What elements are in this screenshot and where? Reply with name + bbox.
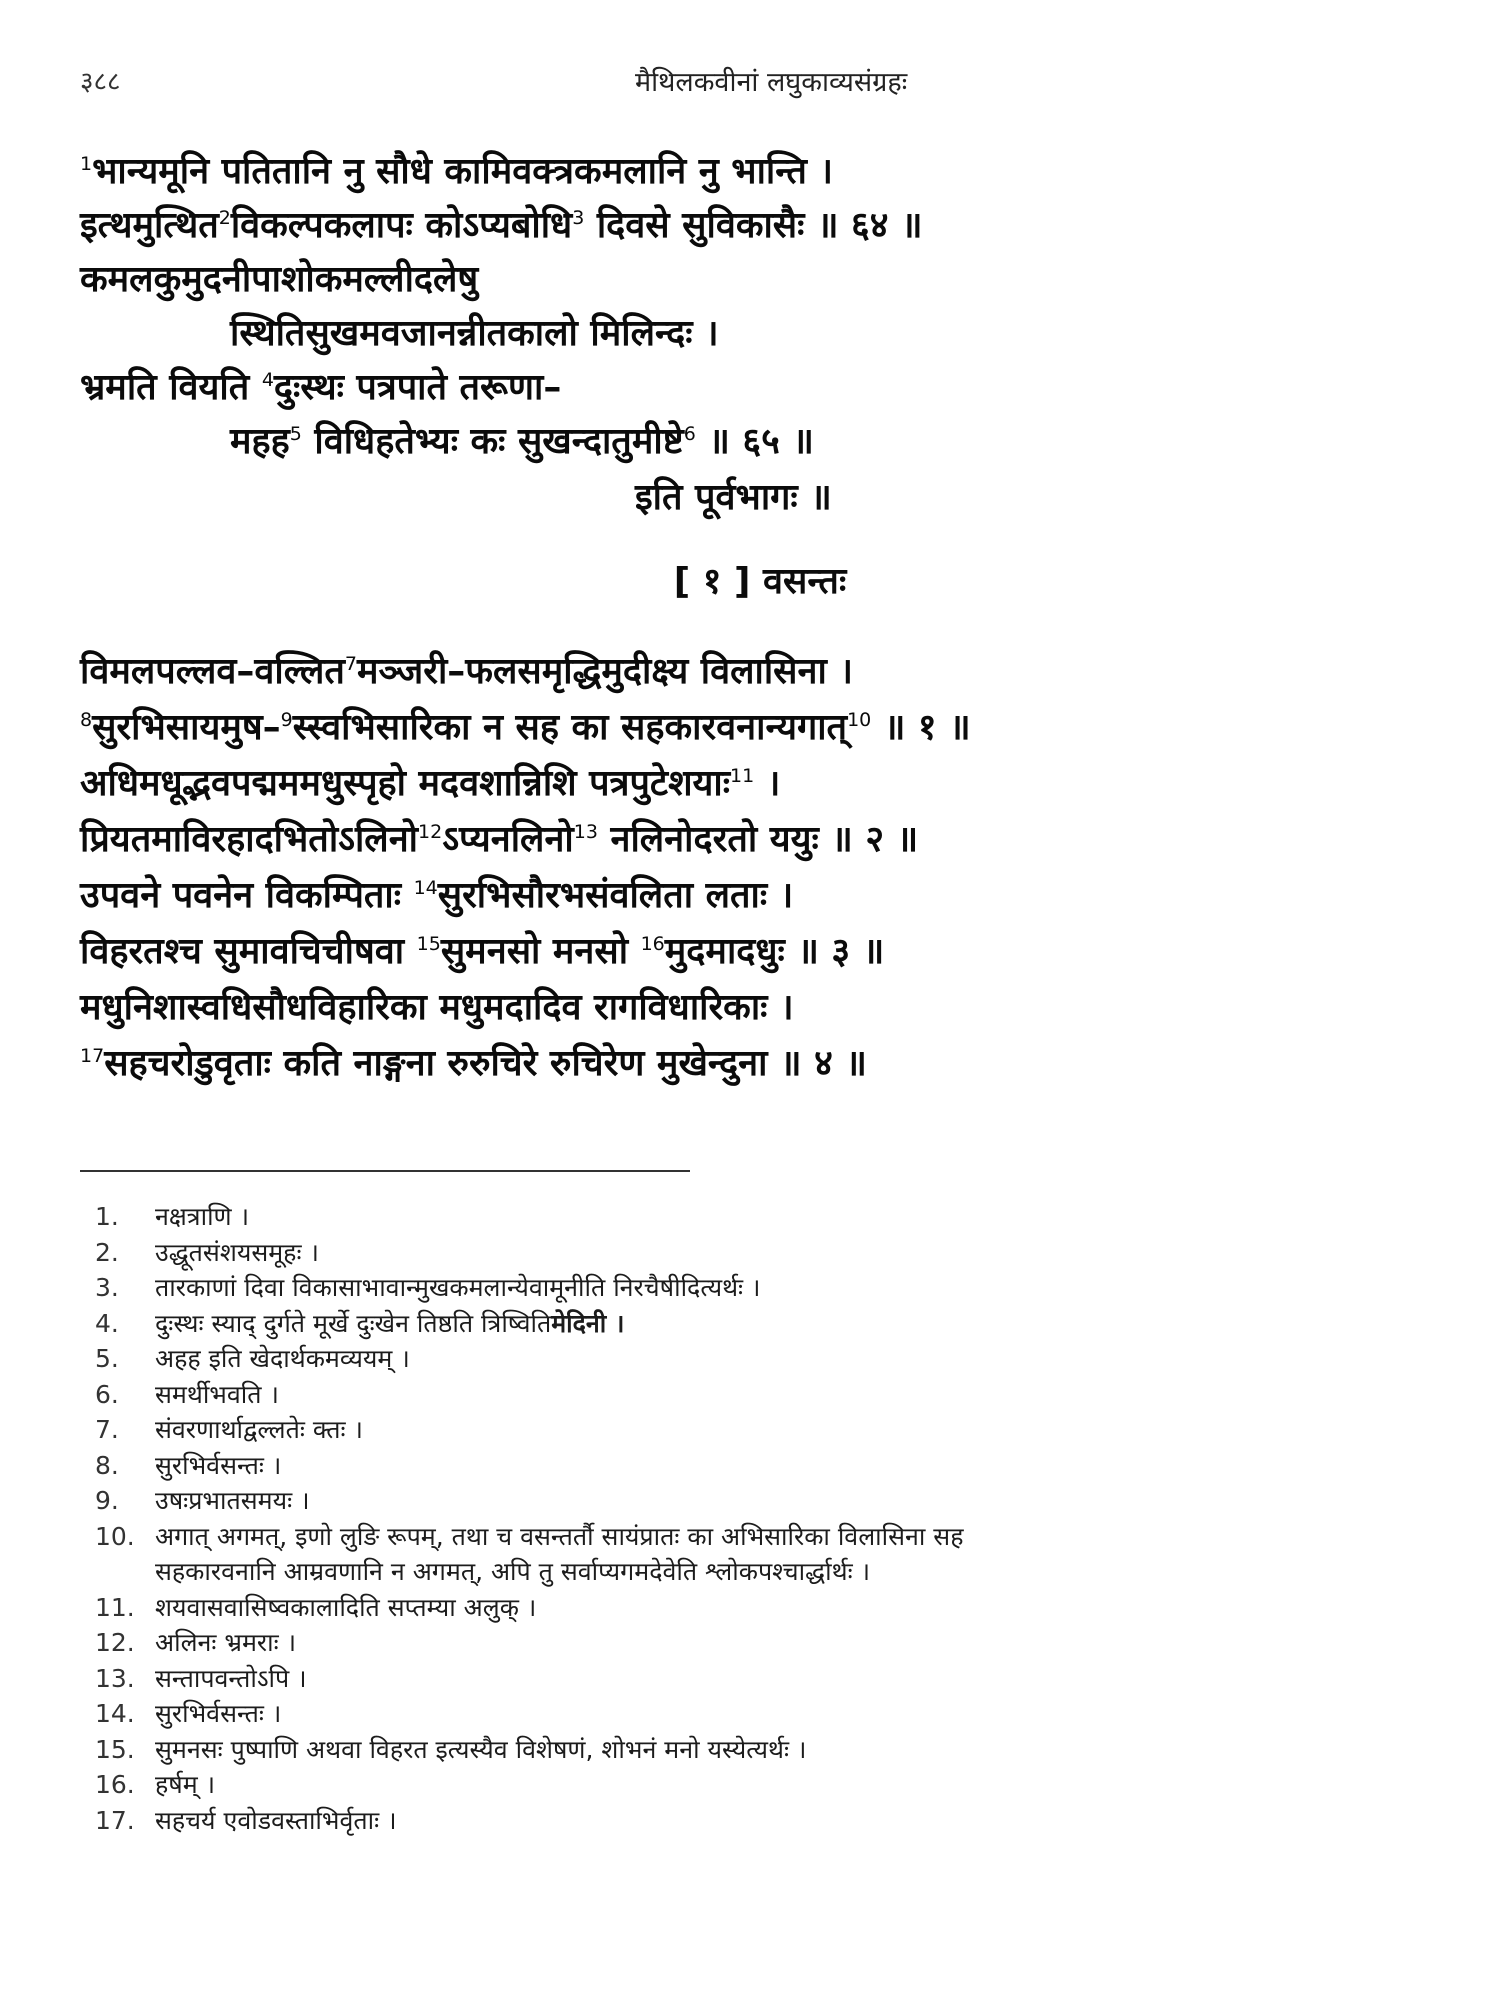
verse-line bbox=[80, 762, 780, 806]
verse-text: विमलपल्लव–वल्लित bbox=[80, 651, 345, 692]
footnote-text: अहह इति खेदार्थकमव्ययम् । bbox=[155, 1344, 410, 1373]
page-header bbox=[80, 62, 1420, 102]
verse-text: महह bbox=[230, 421, 290, 462]
verse-line bbox=[80, 366, 561, 410]
verse-line bbox=[80, 818, 918, 862]
verse-line bbox=[230, 312, 719, 356]
footnote-marker: 8 bbox=[80, 709, 93, 731]
footnote bbox=[95, 1413, 1455, 1447]
footnote-number: 16. bbox=[95, 1770, 135, 1799]
footnote bbox=[95, 1804, 1455, 1838]
verse-text: मञ्जरी–फलसमृद्धिमुदीक्ष्य विलासिना । bbox=[356, 651, 854, 692]
footnote-text: अलिनः भ्रमराः । bbox=[155, 1628, 297, 1657]
footnote-number: 8. bbox=[95, 1451, 119, 1480]
verse-text: इति पूर्वभागः ॥ bbox=[635, 477, 832, 518]
footnote-marker: 4 bbox=[261, 369, 274, 391]
verse-text: [ १ ] वसन्तः bbox=[673, 561, 847, 602]
verse-text: भान्यमूनि पतितानि नु सौधे कामिवक्त्रकमलानि नु भान्ति । bbox=[92, 151, 834, 192]
footnote-marker: 14 bbox=[413, 877, 438, 899]
footnote-marker: 1 bbox=[80, 153, 93, 175]
footnote-marker: 5 bbox=[289, 423, 302, 445]
footnote bbox=[95, 1271, 1455, 1305]
footnote-text: हर्षम् । bbox=[155, 1770, 216, 1799]
footnote-number: 2. bbox=[95, 1238, 119, 1267]
verse-line bbox=[80, 150, 833, 194]
verse-text: मधुनिशास्वधिसौधविहारिका मधुमदादिव रागविधारिकाः । bbox=[80, 987, 794, 1028]
footnote-number: 13. bbox=[95, 1664, 135, 1693]
footnote bbox=[95, 1697, 1455, 1731]
footnote bbox=[95, 1342, 1455, 1376]
footnote-text: सुरभिर्वसन्तः । bbox=[155, 1699, 282, 1728]
footnote-text: उषःप्रभातसमयः । bbox=[155, 1486, 310, 1515]
footnote-text: सुमनसः पुष्पाणि अथवा विहरत इत्यस्यैव विशेषणं, शोभनं मनो यस्येत्यर्थः । bbox=[155, 1735, 807, 1764]
running-title: मैथिलकवीनां लघुकाव्यसंग्रहः bbox=[635, 67, 908, 98]
footnote-number: 1. bbox=[95, 1202, 119, 1231]
footnote bbox=[95, 1520, 1455, 1554]
footnote-marker: 13 bbox=[573, 821, 598, 843]
footnote-source: मेदिनी । bbox=[551, 1309, 625, 1338]
footnote bbox=[95, 1378, 1455, 1412]
footnote-number: 4. bbox=[95, 1309, 119, 1338]
verse-text: सुरभिसौरभसंवलिता लताः । bbox=[437, 875, 794, 916]
verse-text: विहरतश्च सुमावचिचीषवा bbox=[80, 931, 417, 972]
verse-text: स्स्वभिसारिका न सह का सहकारवनान्यगात् bbox=[292, 707, 848, 748]
verse-text: इत्थमुत्थित bbox=[80, 205, 219, 246]
verse-text: नलिनोदरतो ययुः ॥ २ ॥ bbox=[597, 819, 919, 860]
verse-text: सहचरोडुवृताः कति नाङ्गना रुरुचिरे रुचिरेण मुखेन्दुना ॥ ४ ॥ bbox=[104, 1043, 867, 1084]
verse-text: दिवसे सुविकासैः ॥ ६४ ॥ bbox=[584, 205, 923, 246]
footnote bbox=[95, 1591, 1455, 1625]
footnote-text: उद्धूतसंशयसमूहः । bbox=[155, 1238, 319, 1267]
footnote-marker: 12 bbox=[418, 821, 443, 843]
verse-text: कमलकुमुदनीपाशोकमल्लीदलेषु bbox=[80, 259, 479, 300]
footnote-number: 10. bbox=[95, 1522, 135, 1551]
footnote bbox=[95, 1768, 1455, 1802]
footnote bbox=[95, 1307, 1455, 1341]
footnote-text: शयवासवासिष्वकालादिति सप्तम्या अलुक् । bbox=[155, 1593, 537, 1622]
section-end-label bbox=[635, 476, 832, 520]
verse-text: स्थितिसुखमवजानन्नीतकालो मिलिन्दः । bbox=[230, 313, 719, 354]
verse-text: सुमनसो मनसो bbox=[440, 931, 641, 972]
footnote-text: सन्तापवन्तोऽपि । bbox=[155, 1664, 307, 1693]
footnote-number: 9. bbox=[95, 1486, 119, 1515]
verse-line bbox=[80, 258, 478, 302]
footnote-marker: 15 bbox=[416, 933, 441, 955]
footnote-number: 11. bbox=[95, 1593, 135, 1622]
footnote-number: 17. bbox=[95, 1806, 135, 1835]
footnote-number: 14. bbox=[95, 1699, 135, 1728]
footnote-text: समर्थीभवति । bbox=[155, 1380, 279, 1409]
verse-line bbox=[80, 874, 793, 918]
footnote-marker: 16 bbox=[640, 933, 665, 955]
footnote bbox=[95, 1662, 1455, 1696]
footnote bbox=[95, 1626, 1455, 1660]
footnote-text: सुरभिर्वसन्तः । bbox=[155, 1451, 282, 1480]
footnote-text: दुःस्थः स्याद् दुर्गते मूर्खे दुःखेन तिष्ठति त्रिष्विति bbox=[155, 1309, 552, 1338]
footnote-marker: 7 bbox=[344, 653, 357, 675]
footnote-text: संवरणार्थाद्वल्लतेः क्तः । bbox=[155, 1415, 363, 1444]
footnote-text: तारकाणां दिवा विकासाभावान्मुखकमलान्येवामूनीति निरचैषीदित्यर्थः । bbox=[155, 1273, 761, 1302]
verse-text: दुःस्थः पत्रपाते तरूणा– bbox=[273, 367, 562, 408]
footnote-number: 5. bbox=[95, 1344, 119, 1373]
verse-line bbox=[80, 706, 971, 750]
footnote-text: सहकारवनानि आम्रवणानि न अगमत्, अपि तु सर्वाप्यगमदेवेति श्लोकपश्चार्द्धार्थः । bbox=[155, 1557, 871, 1586]
footnote-marker: 2 bbox=[218, 207, 231, 229]
verse-text: विधिहतेभ्यः कः सुखन्दातुमीष्टे bbox=[301, 421, 684, 462]
footnote-marker: 6 bbox=[683, 423, 696, 445]
footnote bbox=[95, 1484, 1455, 1518]
footnote-number: 12. bbox=[95, 1628, 135, 1657]
verse-line bbox=[80, 204, 923, 248]
verse-line bbox=[80, 986, 794, 1030]
verse-text: मुदमादधुः ॥ ३ ॥ bbox=[664, 931, 885, 972]
section-heading bbox=[80, 560, 1440, 604]
footnote-marker: 17 bbox=[80, 1045, 105, 1067]
verse-text: विकल्पकलापः कोऽप्यबोधि bbox=[230, 205, 573, 246]
footnote-number: 15. bbox=[95, 1735, 135, 1764]
footnote-divider bbox=[80, 1170, 690, 1172]
verse-line bbox=[230, 420, 814, 464]
page-number: ३८८ bbox=[80, 67, 121, 97]
verse-text: । bbox=[754, 763, 781, 804]
footnote bbox=[95, 1449, 1455, 1483]
verse-text: ऽप्यनलिनो bbox=[442, 819, 574, 860]
footnote bbox=[95, 1200, 1455, 1234]
verse-line bbox=[80, 650, 853, 694]
footnote-continuation bbox=[95, 1555, 1455, 1589]
footnote-marker: 10 bbox=[847, 709, 872, 731]
footnote-marker: 3 bbox=[572, 207, 585, 229]
footnote-marker: 11 bbox=[730, 765, 755, 787]
verse-text: उपवने पवनेन विकम्पिताः bbox=[80, 875, 414, 916]
verse-text: अधिमधूद्भवपद्मममधुस्पृहो मदवशान्निशि पत्रपुटेशयाः bbox=[80, 763, 731, 804]
footnote-number: 3. bbox=[95, 1273, 119, 1302]
verse-text: ॥ ६५ ॥ bbox=[695, 421, 814, 462]
footnote-text: सहचर्य एवोडवस्ताभिर्वृताः । bbox=[155, 1806, 397, 1835]
footnote-marker: 9 bbox=[280, 709, 293, 731]
footnote bbox=[95, 1236, 1455, 1270]
footnote-number: 6. bbox=[95, 1380, 119, 1409]
footnote-text: अगात् अगमत्, इणो लुङि रूपम्, तथा च वसन्तर्तौ सायंप्रातः का अभिसारिका विलासिना सह bbox=[155, 1522, 964, 1551]
footnote bbox=[95, 1733, 1455, 1767]
verse-text: प्रियतमाविरहादभितोऽलिनो bbox=[80, 819, 419, 860]
verse-line bbox=[80, 1042, 867, 1086]
footnote-number: 7. bbox=[95, 1415, 119, 1444]
verse-text: भ्रमति वियति bbox=[80, 367, 262, 408]
footnote-text: नक्षत्राणि । bbox=[155, 1202, 250, 1231]
verse-line bbox=[80, 930, 884, 974]
verse-text: सुरभिसायमुष– bbox=[92, 707, 281, 748]
verse-text: ॥ १ ॥ bbox=[871, 707, 971, 748]
